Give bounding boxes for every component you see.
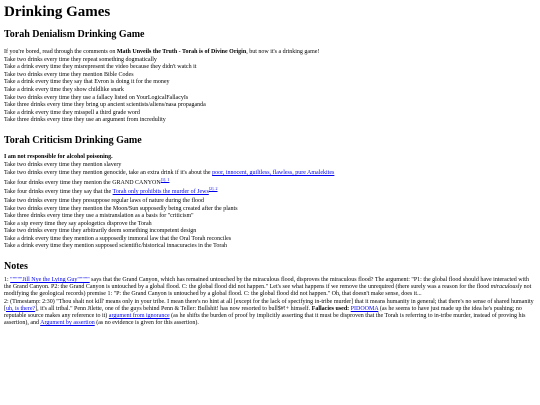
rule-text: Take four drinks every time they say that the xyxy=(4,189,113,196)
rule-line: Take three drinks every time they bring up ancient scientists/aliens/nasa propaganda xyxy=(4,102,206,109)
rule-line: Take a drink every time they mention a supposedly immoral law that the Oral Torah reconciles xyxy=(4,235,232,242)
section-heading-torah-denialism: Torah Denialism Drinking Game xyxy=(4,29,145,40)
section-heading-torah-criticism: Torah Criticism Drinking Game xyxy=(4,134,142,146)
rule-line-grand-canyon xyxy=(4,176,536,192)
jill-nye-link[interactable]: """""Jill Nye the Lying Guy""""" xyxy=(10,277,90,284)
rule-text: Take four drinks every time they menion the GRAND CANYON xyxy=(4,179,161,186)
pidooma-link[interactable]: PIDOOMA xyxy=(350,305,379,312)
rule-line-prohibits-murder xyxy=(4,188,536,198)
is-there-link[interactable]: uh, is there? xyxy=(6,305,36,312)
rule-line: Take two drinks every time they mention Bible Codes xyxy=(4,71,134,78)
footnote-ref-1[interactable]: [1], 1 xyxy=(160,176,170,182)
note-emphasis: miraculously xyxy=(490,284,523,291)
argument-from-ignorance-link[interactable]: argument from ignorance xyxy=(108,313,170,320)
amalekites-link[interactable]: poor, innocent, guiltless, flawless, pure Amalekites xyxy=(212,170,335,177)
section1-rules xyxy=(4,57,536,125)
note-number: 1: xyxy=(4,277,11,284)
rule-line: Take a drink every time they misrepresent the video because they didn't watch it xyxy=(4,64,197,71)
note-text: (as he shifts the burden of proof by implicitly asserting that it must be disproven that the Torah is referring to in-tribe murder, instead of proving his assertion), and xyxy=(4,313,526,327)
intro-text-post: , but now it's a drinking game! xyxy=(246,49,320,55)
note-1 xyxy=(4,277,536,299)
fallacies-label: Fallacies used: xyxy=(311,305,351,312)
note-text: (as no evidence is given for this assertion). xyxy=(94,320,199,327)
rule-text: Take two drinks every time they mention genocide, take an extra drink if it's about the xyxy=(4,170,213,177)
rule-line: Take two drinks every time they mention the Moon/Sun supposedly being created after the plants xyxy=(4,205,238,212)
rule-line: Take two drinks every time they presuppose regular laws of nature during the flood xyxy=(4,197,205,204)
rule-line: Take two drinks every time they repeat something dogmatically xyxy=(4,56,157,63)
intro-text-pre: If you're bored, read through the comments on xyxy=(4,49,117,55)
rule-line: Take a drink every time they say that Evron is doing it for the money xyxy=(4,79,170,86)
article xyxy=(4,3,536,327)
rule-line: Take a sip every time they say apologetics disprove the Torah xyxy=(4,220,152,227)
note-text: (as he seems to have just made up the idea he's pushing; no reputable source makes any reference to it) xyxy=(4,305,522,320)
rule-line: Take a drink every time they show childlike snark xyxy=(4,86,124,93)
rule-line-amalekites xyxy=(4,169,536,179)
note-2 xyxy=(4,299,536,328)
rule-line: Take two drinks every time they use a fallacy listed on YourLogicalFallacyIs xyxy=(4,94,189,101)
torah-prohibits-murder-link[interactable]: Torah only prohibits the murder of Jews xyxy=(112,189,209,196)
section1-intro xyxy=(4,49,536,57)
rule-line: Take three drinks every time they use an argument from incredulity xyxy=(4,117,166,124)
section-heading-notes: Notes xyxy=(4,261,28,273)
page-title: Drinking Games xyxy=(4,4,111,20)
section2-rules xyxy=(4,154,536,251)
disclaimer: I am not responsible for alcohol poisoning. xyxy=(4,153,113,160)
argument-by-assertion-link[interactable]: Argument by assertion xyxy=(40,320,95,327)
rule-line: Take two drinks every time they arbitrarily deem something incompetent design xyxy=(4,228,197,235)
footnote-ref-2[interactable]: [2], 2 xyxy=(208,186,218,192)
intro-video-title: Math Unveils the Truth - Torah is of Divine Origin xyxy=(116,49,247,55)
rule-line: Take two drinks every time they mention slavery xyxy=(4,161,122,168)
note-text: ], it's all tribal." Penn Jilette, one of the guys behind Penn & Teller: Bullshit! has now resorted to bull$#!+ himself. xyxy=(35,305,312,312)
notes-list xyxy=(4,277,536,327)
note-text: not modifying the geological records) premise 1: "P: the Grand Canyon is untouched by a global flood. C: the global flood did not happen." Oh, that doesn't make sense, does it... xyxy=(4,284,532,298)
note-text: says that the Grand Canyon, which has remained untouched by the miraculous flood, disproves the miraculous flood? The argument: "P1: the global flood should have interacted with the Grand Canyon. P2: the Grand Canyon is untouched by a global flood. C: the global flood did not happen." Let's see what happens if we remove the unrequired (there surely was a reason for the flood xyxy=(4,277,529,291)
rule-line: Take a drink every time they misspell a third grade word xyxy=(4,109,140,116)
note-text: 2: (Timestamp: 2:30) "Thou shalt not kill' means only in your tribe. I mean there's no hint at all [except for the lack of specifying in-tribe murder] that it means humanity in general; that there's no sense of shared humanity [ xyxy=(4,298,534,312)
rule-line: Take three drinks every time they use a mistranslation as a basis for "criticism" xyxy=(4,213,194,220)
rule-line: Take a drink every time they mention supposed scientific/historical innacuracies in the Torah xyxy=(4,243,227,250)
